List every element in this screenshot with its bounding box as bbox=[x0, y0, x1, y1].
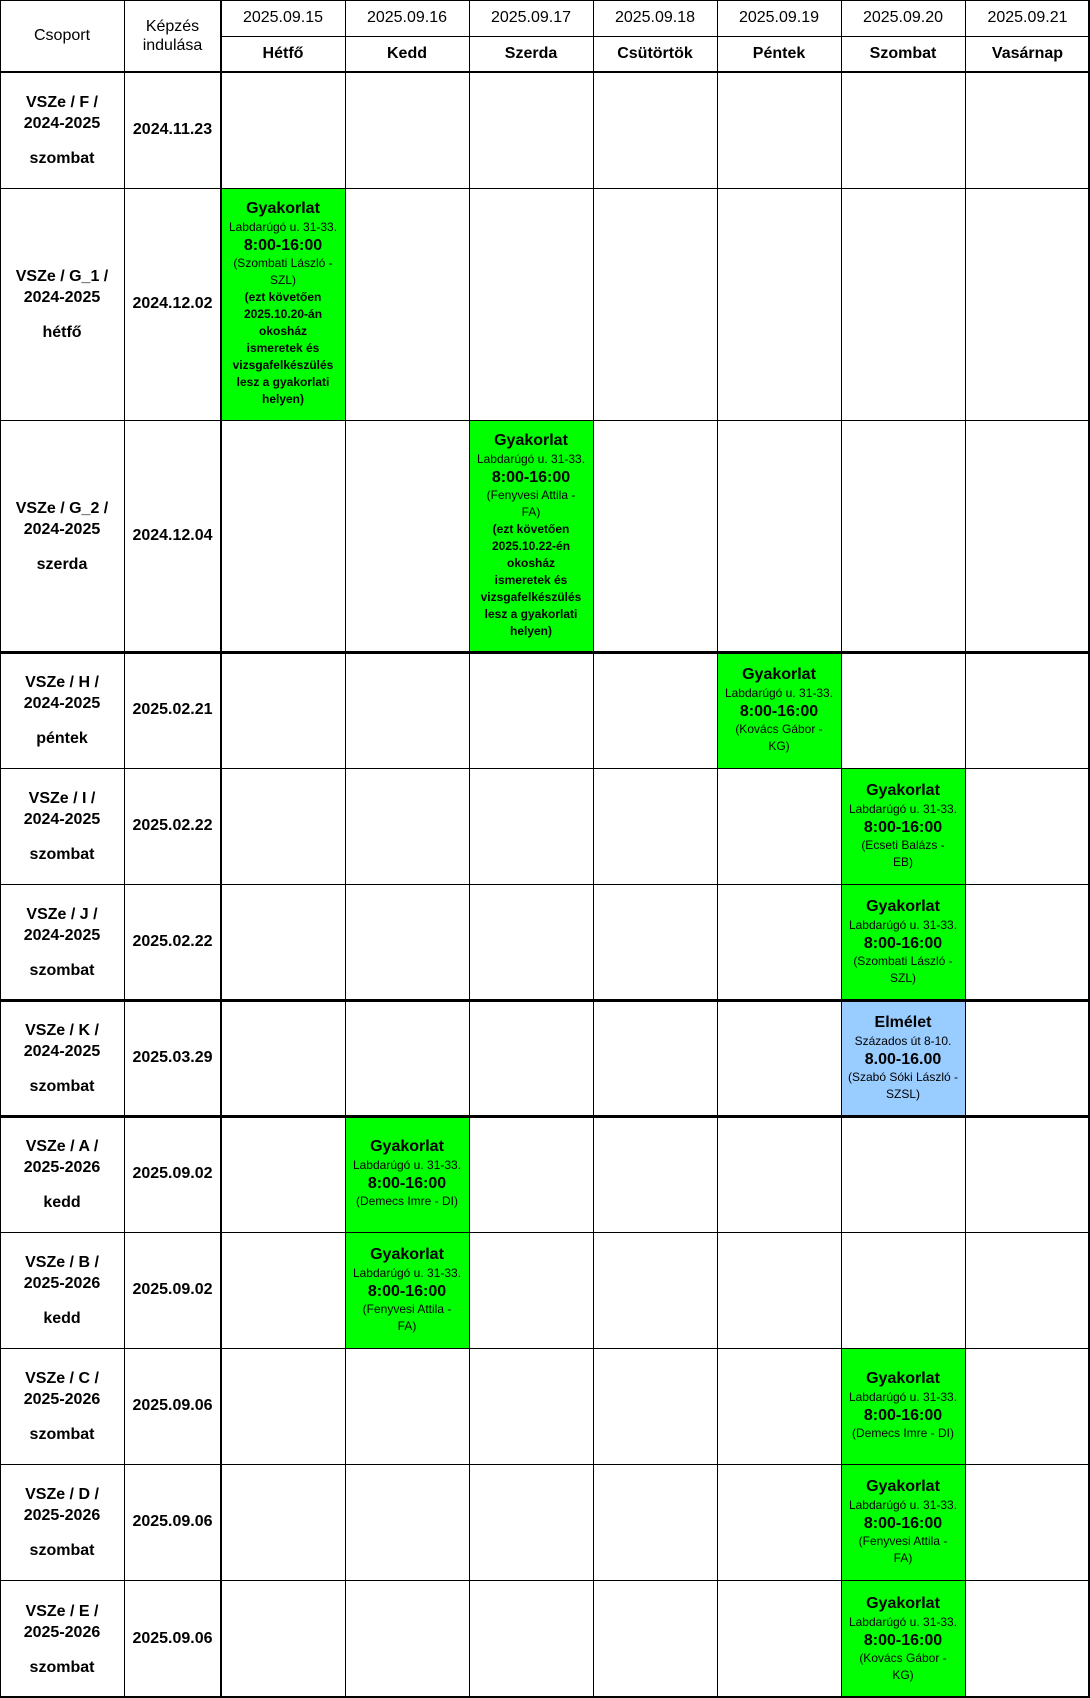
event-time: 8:00-16:00 bbox=[367, 1175, 447, 1192]
group-name-line: VSZe / G_1 / bbox=[15, 267, 109, 285]
practice-event bbox=[345, 1116, 469, 1232]
group-name-line: VSZe / D / bbox=[25, 1485, 99, 1503]
start-date: 2025.03.29 bbox=[132, 1049, 213, 1066]
event-location: Labdarúgó u. 31-33. bbox=[352, 1265, 462, 1280]
group-name-line: VSZe / I / bbox=[28, 789, 96, 807]
start-date-cell bbox=[124, 884, 221, 1000]
grid-line-row bbox=[0, 1232, 1090, 1233]
start-date: 2025.09.06 bbox=[132, 1513, 213, 1530]
event-instructor: (Kovács Gábor - bbox=[735, 721, 823, 736]
practice-event bbox=[221, 188, 345, 420]
header-date: 2025.09.18 bbox=[614, 9, 696, 26]
event-cell bbox=[345, 1232, 469, 1348]
header-date: 2025.09.16 bbox=[366, 9, 448, 26]
start-date: 2025.09.02 bbox=[132, 1281, 213, 1298]
group-day: szombat bbox=[29, 1077, 95, 1095]
group-day: szombat bbox=[29, 845, 95, 863]
start-date-cell bbox=[124, 1580, 221, 1698]
group-name-line: VSZe / J / bbox=[26, 905, 98, 923]
event-location: Labdarúgó u. 31-33. bbox=[848, 1390, 958, 1404]
group-name-line: 2025-2026 bbox=[23, 1390, 101, 1408]
theory-event bbox=[841, 1000, 965, 1116]
practice-event bbox=[841, 884, 965, 1000]
group-day: szombat bbox=[29, 149, 95, 167]
grid-line-top bbox=[0, 0, 1090, 1]
group-day: hétfő bbox=[42, 323, 82, 341]
event-type: Gyakorlat bbox=[370, 1138, 444, 1155]
event-instructor: (Fenyvesi Attila - bbox=[362, 1301, 452, 1316]
group-name-line: 2024-2025 bbox=[23, 114, 101, 132]
grid-line-row bbox=[0, 1348, 1090, 1349]
event-type: Gyakorlat bbox=[370, 1245, 444, 1263]
practice-event bbox=[841, 1464, 965, 1580]
event-location: Labdarúgó u. 31-33. bbox=[848, 1497, 958, 1512]
start-date: 2024.11.23 bbox=[132, 121, 213, 138]
event-instructor: (Ecseti Balázs - bbox=[861, 837, 945, 852]
header-start bbox=[124, 0, 221, 72]
header-date-cell bbox=[965, 0, 1090, 36]
event-note: vizsgafelkészülés bbox=[232, 358, 334, 372]
event-instructor: KG) bbox=[768, 738, 790, 753]
group-day: szombat bbox=[29, 1658, 95, 1676]
grid-line-row bbox=[0, 651, 1090, 654]
event-instructor: KG) bbox=[892, 1667, 914, 1682]
grid-line-col bbox=[717, 0, 718, 1698]
grid-line-col bbox=[965, 0, 966, 1698]
event-location: Labdarúgó u. 31-33. bbox=[724, 685, 834, 700]
header-group-label: Csoport bbox=[33, 27, 91, 44]
start-date-cell bbox=[124, 768, 221, 884]
start-date-cell bbox=[124, 1000, 221, 1116]
header-date: 2025.09.21 bbox=[987, 9, 1068, 26]
grid-line-row bbox=[0, 768, 1090, 769]
header-date: 2025.09.20 bbox=[862, 9, 944, 26]
grid-line-left bbox=[0, 0, 1, 1698]
start-date: 2025.02.21 bbox=[132, 701, 213, 718]
event-cell bbox=[717, 652, 841, 768]
event-time: 8:00-16:00 bbox=[863, 818, 943, 836]
event-location: Labdarúgó u. 31-33. bbox=[848, 917, 958, 932]
group-name-line: VSZe / H / bbox=[25, 673, 99, 691]
event-type: Elmélet bbox=[874, 1013, 932, 1031]
event-instructor: (Fenyvesi Attila - bbox=[858, 1533, 948, 1548]
event-instructor: (Demecs Imre - DI) bbox=[356, 1194, 458, 1208]
event-note: (ezt követően bbox=[244, 290, 322, 304]
event-note: helyen) bbox=[261, 392, 304, 406]
event-location: Labdarúgó u. 31-33. bbox=[228, 220, 338, 234]
grid-line-row bbox=[0, 884, 1090, 885]
event-type: Gyakorlat bbox=[866, 1477, 940, 1495]
group-cell bbox=[0, 1348, 124, 1464]
event-time: 8:00-16:00 bbox=[367, 1282, 447, 1300]
start-date: 2024.12.02 bbox=[132, 295, 213, 312]
event-instructor: (Szombati László - bbox=[233, 256, 333, 270]
start-date-cell bbox=[124, 1232, 221, 1348]
group-cell bbox=[0, 652, 124, 768]
event-note: (ezt követően bbox=[492, 522, 570, 536]
event-note: ismeretek és bbox=[246, 341, 320, 355]
event-note: helyen) bbox=[509, 624, 552, 638]
event-time: 8:00-16:00 bbox=[243, 237, 323, 254]
event-location: Százados út 8-10. bbox=[854, 1033, 952, 1048]
group-name-line: 2024-2025 bbox=[23, 810, 101, 828]
grid-line-row bbox=[0, 1115, 1090, 1118]
group-name-line: 2024-2025 bbox=[23, 694, 101, 712]
start-date-cell bbox=[124, 1464, 221, 1580]
event-cell bbox=[841, 1348, 965, 1464]
start-date: 2025.09.02 bbox=[132, 1165, 213, 1182]
event-note: 2025.10.22-én bbox=[491, 539, 571, 553]
grid-line-col bbox=[345, 0, 346, 1698]
event-type: Gyakorlat bbox=[246, 200, 320, 217]
event-instructor: (Fenyvesi Attila - bbox=[486, 488, 576, 502]
event-time: 8:00-16:00 bbox=[739, 702, 819, 720]
event-note: lesz a gyakorlati bbox=[484, 607, 578, 621]
event-instructor: (Szabó Sóki László - bbox=[847, 1069, 959, 1084]
header-group bbox=[0, 0, 124, 72]
header-day-cell bbox=[345, 36, 469, 72]
group-cell bbox=[0, 188, 124, 420]
event-type: Gyakorlat bbox=[866, 1594, 940, 1612]
header-date: 2025.09.17 bbox=[490, 9, 572, 26]
event-time: 8:00-16:00 bbox=[863, 1514, 943, 1532]
header-day-cell bbox=[965, 36, 1090, 72]
group-name-line: 2025-2026 bbox=[23, 1623, 101, 1641]
event-instructor: EB) bbox=[892, 854, 913, 869]
group-name-line: VSZe / K / bbox=[25, 1021, 99, 1039]
event-type: Gyakorlat bbox=[866, 781, 940, 799]
group-day: szerda bbox=[36, 555, 88, 573]
header-date: 2025.09.15 bbox=[242, 9, 324, 26]
event-location: Labdarúgó u. 31-33. bbox=[352, 1158, 462, 1172]
group-name-line: VSZe / C / bbox=[25, 1369, 99, 1387]
event-instructor: FA) bbox=[397, 1318, 417, 1333]
header-date-cell bbox=[717, 0, 841, 36]
event-time: 8:00-16:00 bbox=[863, 1631, 943, 1649]
start-date-cell bbox=[124, 72, 221, 188]
header-day: Szombat bbox=[869, 45, 937, 62]
group-day: kedd bbox=[43, 1193, 81, 1211]
start-date-cell bbox=[124, 188, 221, 420]
grid-line-col bbox=[469, 0, 470, 1698]
group-name-line: 2025-2026 bbox=[23, 1158, 101, 1176]
header-date-cell bbox=[221, 0, 345, 36]
header-date-cell bbox=[841, 0, 965, 36]
group-name-line: VSZe / B / bbox=[25, 1253, 99, 1271]
start-date: 2025.02.22 bbox=[132, 933, 213, 950]
grid-line-row bbox=[0, 420, 1090, 421]
header-date-cell bbox=[469, 0, 593, 36]
event-time: 8:00-16:00 bbox=[863, 934, 943, 952]
header-day: Hétfő bbox=[262, 45, 304, 62]
header-date-cell bbox=[345, 0, 469, 36]
group-name-line: 2025-2026 bbox=[23, 1274, 101, 1292]
event-note: okosház bbox=[258, 324, 307, 338]
event-instructor: FA) bbox=[893, 1550, 913, 1565]
event-type: Gyakorlat bbox=[742, 665, 816, 683]
event-note: lesz a gyakorlati bbox=[236, 375, 330, 389]
event-location: Labdarúgó u. 31-33. bbox=[476, 452, 586, 466]
grid-line-col bbox=[593, 0, 594, 1698]
group-cell bbox=[0, 884, 124, 1000]
group-day: péntek bbox=[36, 729, 88, 747]
event-location: Labdarúgó u. 31-33. bbox=[848, 801, 958, 816]
group-name-line: 2024-2025 bbox=[23, 288, 101, 306]
start-date-cell bbox=[124, 420, 221, 652]
group-cell bbox=[0, 1116, 124, 1232]
practice-event bbox=[345, 1232, 469, 1348]
grid-line-col bbox=[220, 0, 222, 1698]
group-name-line: 2024-2025 bbox=[23, 1042, 101, 1060]
group-cell bbox=[0, 420, 124, 652]
event-time: 8.00-16.00 bbox=[864, 1050, 942, 1068]
event-type: Gyakorlat bbox=[866, 897, 940, 915]
event-time: 8:00-16:00 bbox=[863, 1407, 943, 1424]
event-instructor: SZL) bbox=[889, 970, 916, 985]
group-name-line: 2024-2025 bbox=[23, 926, 101, 944]
practice-event bbox=[841, 1348, 965, 1464]
header-day: Vasárnap bbox=[991, 45, 1064, 62]
event-cell bbox=[221, 188, 345, 420]
event-type: Gyakorlat bbox=[494, 432, 568, 449]
practice-event bbox=[469, 420, 593, 652]
group-day: szombat bbox=[29, 961, 95, 979]
event-note: ismeretek és bbox=[494, 573, 568, 587]
group-name-line: VSZe / A / bbox=[25, 1137, 99, 1155]
start-date: 2025.09.06 bbox=[132, 1397, 213, 1414]
event-cell bbox=[345, 1116, 469, 1232]
group-name-line: 2025-2026 bbox=[23, 1506, 101, 1524]
event-instructor: (Demecs Imre - DI) bbox=[852, 1426, 954, 1440]
header-day-cell bbox=[841, 36, 965, 72]
event-cell bbox=[841, 1464, 965, 1580]
practice-event bbox=[841, 768, 965, 884]
grid-line-row bbox=[0, 999, 1090, 1002]
start-date-cell bbox=[124, 1348, 221, 1464]
event-instructor: (Kovács Gábor - bbox=[859, 1650, 947, 1665]
start-date: 2024.12.04 bbox=[132, 527, 213, 544]
header-day: Csütörtök bbox=[617, 45, 693, 62]
grid-line-header-bottom bbox=[0, 71, 1090, 73]
header-day: Péntek bbox=[752, 45, 806, 62]
start-date: 2025.09.06 bbox=[132, 1630, 213, 1647]
header-date: 2025.09.19 bbox=[738, 9, 820, 26]
event-cell bbox=[841, 768, 965, 884]
start-date-cell bbox=[124, 1116, 221, 1232]
event-time: 8:00-16:00 bbox=[491, 469, 571, 486]
header-day: Kedd bbox=[387, 45, 427, 62]
header-day-cell bbox=[717, 36, 841, 72]
grid-line-row bbox=[0, 1464, 1090, 1465]
group-cell bbox=[0, 1000, 124, 1116]
event-note: okosház bbox=[506, 556, 555, 570]
group-cell bbox=[0, 768, 124, 884]
group-name-line: 2024-2025 bbox=[23, 520, 101, 538]
practice-event bbox=[717, 652, 841, 768]
header-day-cell bbox=[469, 36, 593, 72]
event-instructor: (Szombati László - bbox=[853, 953, 953, 968]
group-name-line: VSZe / G_2 / bbox=[15, 499, 109, 517]
event-cell bbox=[841, 1580, 965, 1698]
event-cell bbox=[469, 420, 593, 652]
event-instructor: SZL) bbox=[269, 273, 296, 287]
header-start-label: Képzés indulása bbox=[142, 18, 203, 54]
header-day-cell bbox=[221, 36, 345, 72]
grid-line-header-split bbox=[221, 36, 1090, 37]
header-day-cell bbox=[593, 36, 717, 72]
event-note: 2025.10.20-án bbox=[243, 307, 323, 321]
grid-line-col bbox=[124, 0, 125, 1698]
event-cell bbox=[841, 1000, 965, 1116]
start-date-cell bbox=[124, 652, 221, 768]
group-day: szombat bbox=[29, 1425, 95, 1443]
group-name-line: VSZe / E / bbox=[25, 1602, 99, 1620]
group-day: kedd bbox=[43, 1309, 81, 1327]
grid-line-col bbox=[841, 0, 842, 1698]
practice-event bbox=[841, 1580, 965, 1698]
group-cell bbox=[0, 1580, 124, 1698]
event-instructor: SZSL) bbox=[885, 1086, 920, 1101]
start-date: 2025.02.22 bbox=[132, 817, 213, 834]
event-instructor: FA) bbox=[521, 505, 541, 519]
event-location: Labdarúgó u. 31-33. bbox=[848, 1614, 958, 1629]
header-day: Szerda bbox=[504, 45, 558, 62]
group-cell bbox=[0, 1464, 124, 1580]
group-day: szombat bbox=[29, 1541, 95, 1559]
grid-line-row bbox=[0, 1580, 1090, 1581]
header-date-cell bbox=[593, 0, 717, 36]
group-cell bbox=[0, 72, 124, 188]
event-cell bbox=[841, 884, 965, 1000]
grid-line-row bbox=[0, 188, 1090, 189]
group-name-line: VSZe / F / bbox=[25, 93, 98, 111]
event-note: vizsgafelkészülés bbox=[480, 590, 582, 604]
group-cell bbox=[0, 1232, 124, 1348]
event-type: Gyakorlat bbox=[866, 1370, 940, 1387]
